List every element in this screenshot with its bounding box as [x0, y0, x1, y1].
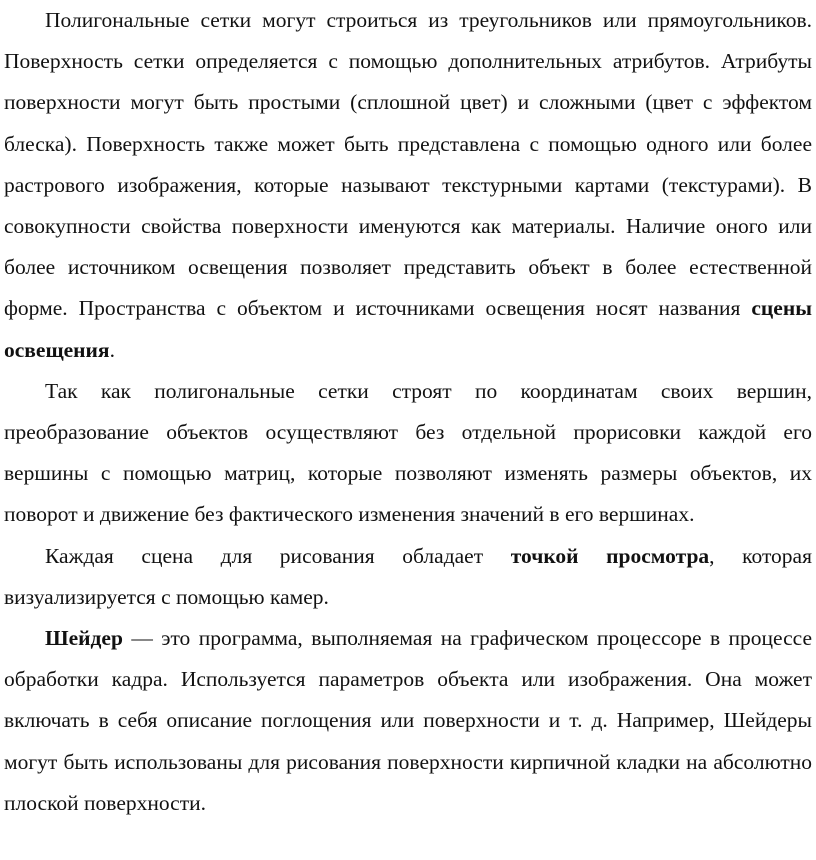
bold-term-scene-lighting: сцены освещения [4, 296, 812, 362]
paragraph-polygon-meshes [4, 0, 812, 371]
paragraph-text-end: . [109, 337, 115, 362]
paragraph-text: Каждая сцена для рисования обладает [45, 543, 511, 568]
bold-term-viewpoint: точкой просмотра [510, 543, 710, 568]
paragraph-text: Так как полигональные сетки строят по координатам своих вершин, преобразование объектов осуществляют без отдельной прорисовки каждой его вершины с помощью матриц, которые позволяют изменять размеры объектов, их поворот и движение без фактического изменения значений в его вершинах. [4, 378, 812, 527]
paragraph-text: Полигональные сетки могут строиться из треугольников или прямоугольников. Поверхность сетки определяется с помощью дополнительных атрибутов. Атрибуты поверхности могут быть простыми (сплошной цвет) и сложными (цвет с эффектом блеска). Поверхность также может быть представлена с помощью одного или более растрового изображения, которые называют текстурными картами (текстурами). В совокупности свойства поверхности именуются как материалы. Наличие оного или более источником освещения позволяет представить объект в более естественной форме. Пространства с объектом и источниками освещения носят названия [4, 8, 812, 321]
paragraph-text: — это программа, выполняемая на графическом процессоре в процессе обработки кадра. Используется параметров объекта или изображения. Она может включать в себя описание поглощения или поверхности и т. д. Например, Шейдеры могут быть использованы для рисования поверхности кирпичной кладки на абсолютно плоской поверхности. [4, 626, 812, 815]
document-page [4, 0, 812, 824]
paragraph-shader [4, 618, 812, 824]
paragraph-transformations [4, 371, 812, 536]
paragraph-text-end: , которая визуализируется с помощью камер. [4, 543, 812, 609]
bold-term-shader: Шейдер [45, 626, 123, 651]
paragraph-viewpoint [4, 536, 812, 618]
